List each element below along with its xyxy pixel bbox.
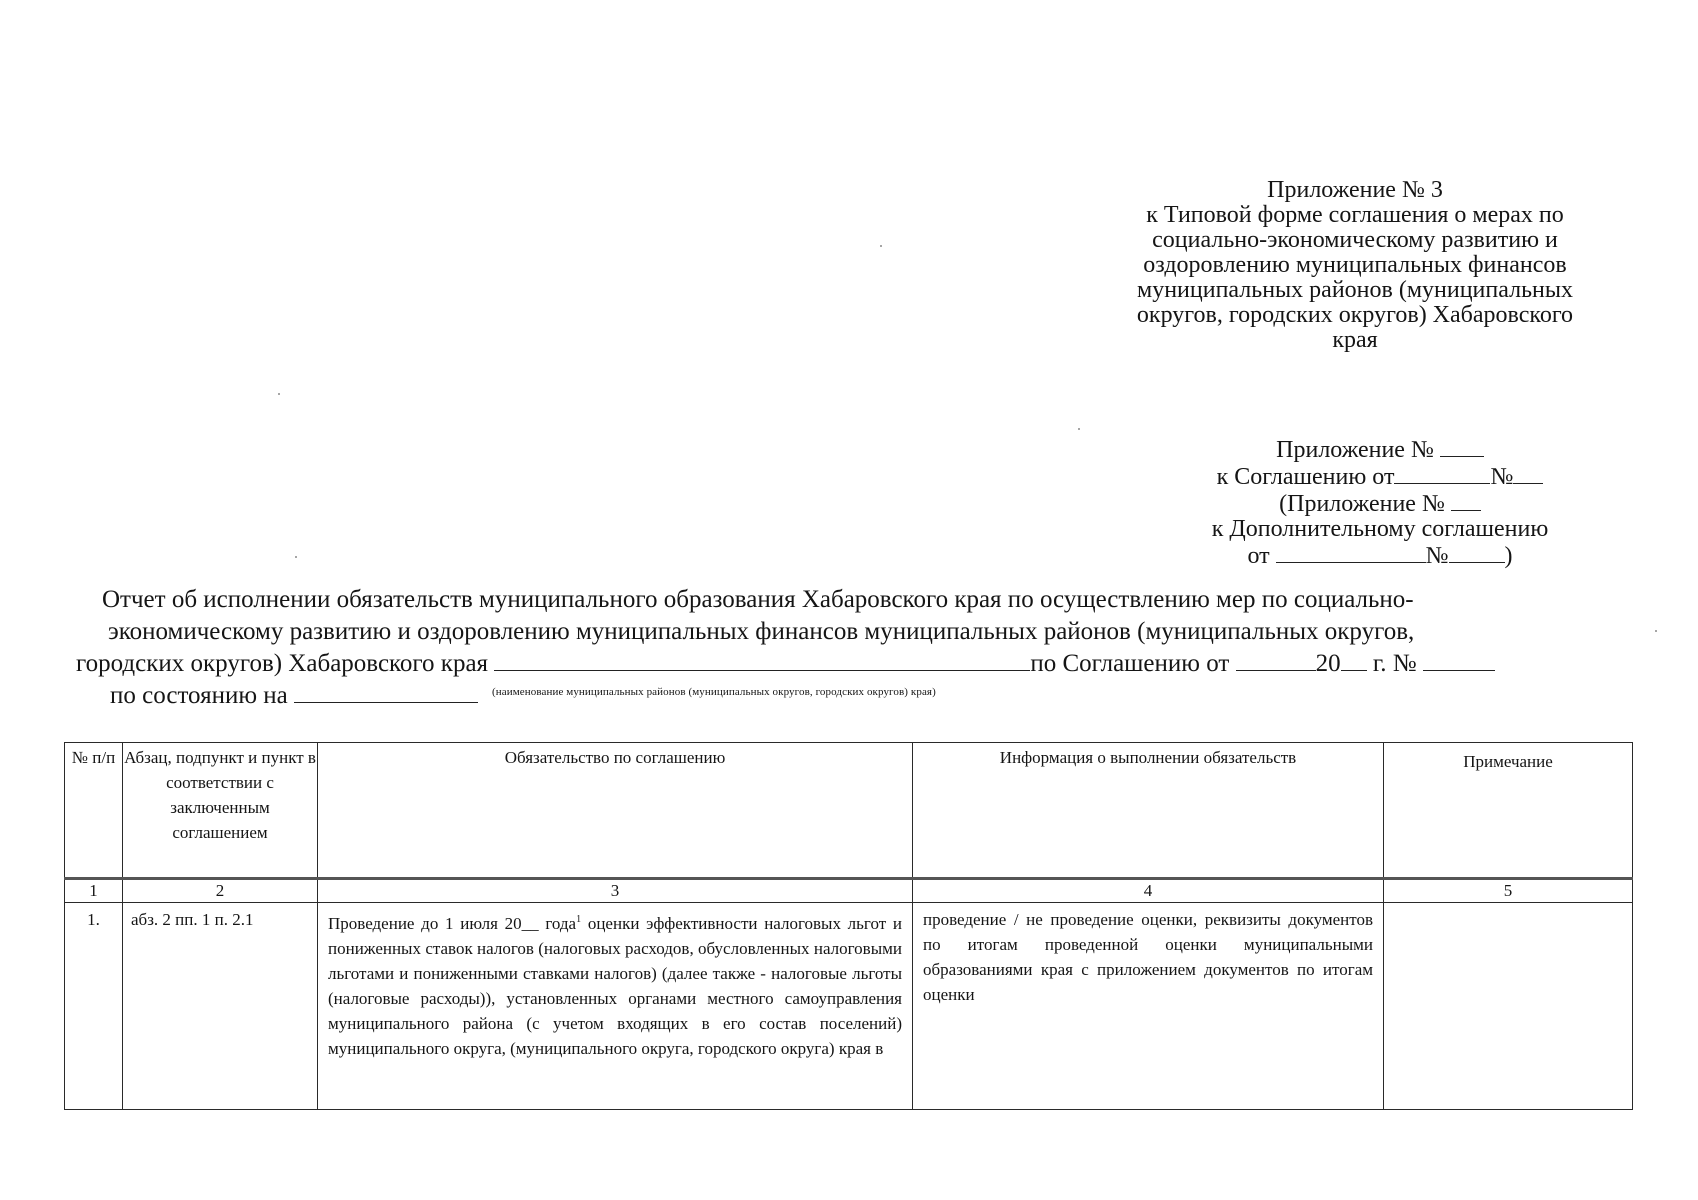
header-note: Примечание	[1384, 743, 1633, 879]
column-number: 1	[65, 879, 123, 903]
report-year-blank	[1341, 650, 1367, 671]
table-row	[65, 903, 1633, 1110]
appendix-number-blank	[1440, 436, 1484, 457]
row-note	[1384, 903, 1633, 1110]
appendix-number-label: Приложение №	[1276, 437, 1434, 463]
row-number: 1.	[65, 903, 123, 1110]
column-number: 2	[123, 879, 318, 903]
agreement-number-label: №	[1490, 464, 1514, 490]
appendix-header-line: к Типовой форме соглашения о мерах по	[1146, 202, 1564, 228]
table-header-row	[65, 743, 1633, 879]
supplement-date-label: от	[1247, 543, 1270, 569]
supplement-number-label: №	[1425, 543, 1449, 569]
agreement-date-blank	[1394, 463, 1490, 484]
appendix-header-line: социально-экономическому развитию и	[1152, 227, 1558, 253]
scan-speck	[1655, 630, 1657, 632]
municipality-name-blank	[494, 650, 1030, 671]
header-clause: Абзац, подпункт и пункт в соответствии с заключенным соглашением	[123, 743, 318, 879]
agreement-ref-line-2	[1160, 463, 1600, 490]
supplement-appendix-blank	[1451, 490, 1481, 511]
footnote-marker: 1	[576, 914, 582, 925]
report-agreement-date-blank	[1236, 650, 1316, 671]
row-clause: абз. 2 пп. 1 п. 2.1	[123, 903, 318, 1110]
municipality-name-caption: (наименование муниципальных районов (муниципальных округов, городских округов) края)	[491, 686, 936, 698]
obligations-table	[64, 742, 1633, 1110]
appendix-header-line: муниципальных районов (муниципальных	[1137, 277, 1573, 303]
as-of-date-label: по состоянию на	[110, 682, 288, 709]
supplement-appendix-label: (Приложение №	[1279, 491, 1445, 517]
scan-speck	[1078, 428, 1080, 430]
agreement-date-label: к Соглашению от	[1216, 464, 1395, 490]
column-number: 3	[318, 879, 913, 903]
closing-paren: )	[1504, 543, 1513, 569]
appendix-header-line: края	[1332, 327, 1378, 353]
report-title	[72, 584, 1632, 712]
header-obligation: Обязательство по соглашению	[318, 743, 913, 879]
supplement-date-blank	[1276, 542, 1426, 563]
report-title-line-3	[72, 648, 1632, 680]
header-row-number: № п/п	[65, 743, 123, 879]
report-agreement-number-blank	[1423, 650, 1495, 671]
report-year-label: 20	[1315, 650, 1341, 677]
appendix-header	[1085, 178, 1625, 353]
report-title-region-label: городских округов) Хабаровского края	[76, 650, 489, 677]
obligation-text-rest: оценки эффективности налоговых льгот и пониженных ставок налогов (налоговых расходов, обусловленных налоговыми льготами и пониженными ставками налогов) (далее также - налоговые льготы (налоговые расходы)), установленных органами местного самоуправления муниципального района (с учетом входящих в его состав поселений) муниципального округа, (муниципального округа, городского округа) края в	[328, 914, 902, 1058]
as-of-date-blank	[294, 682, 478, 703]
agreement-ref-line-5	[1160, 542, 1600, 569]
column-number: 4	[913, 879, 1384, 903]
scan-speck	[295, 556, 297, 558]
report-title-line-1: Отчет об исполнении обязательств муниципального образования Хабаровского края по осуществлению мер по социально-	[102, 586, 1414, 613]
appendix-header-line: Приложение № 3	[1267, 177, 1443, 203]
report-agreement-date-label: по Соглашению от	[1030, 650, 1230, 677]
agreement-ref-line-4: к Дополнительному соглашению	[1211, 516, 1549, 542]
report-title-line-2: экономическому развитию и оздоровлению муниципальных финансов муниципальных районов (муниципальных округов,	[108, 618, 1415, 645]
agreement-reference	[1160, 436, 1600, 569]
scan-speck	[278, 393, 280, 395]
header-fulfillment-info: Информация о выполнении обязательств	[913, 743, 1384, 879]
report-title-line-4	[72, 680, 1632, 712]
row-fulfillment-info: проведение / не проведение оценки, реквизиты документов по итогам проведенной оценки муниципальными образованиями края с приложением документов по итогам оценки	[913, 903, 1384, 1110]
report-agreement-number-label: г. №	[1372, 650, 1417, 677]
column-number: 5	[1384, 879, 1633, 903]
appendix-header-line: округов, городских округов) Хабаровского	[1136, 302, 1574, 328]
appendix-header-line: оздоровлению муниципальных финансов	[1143, 252, 1567, 278]
agreement-ref-line-1	[1160, 436, 1600, 463]
column-numbers-row	[65, 879, 1633, 903]
obligation-text-start: Проведение до 1 июля 20__ года	[328, 914, 577, 933]
scan-speck	[880, 245, 882, 247]
row-obligation	[318, 903, 913, 1110]
agreement-number-blank	[1513, 463, 1543, 484]
agreement-ref-line-3	[1160, 490, 1600, 517]
supplement-number-blank	[1449, 542, 1505, 563]
